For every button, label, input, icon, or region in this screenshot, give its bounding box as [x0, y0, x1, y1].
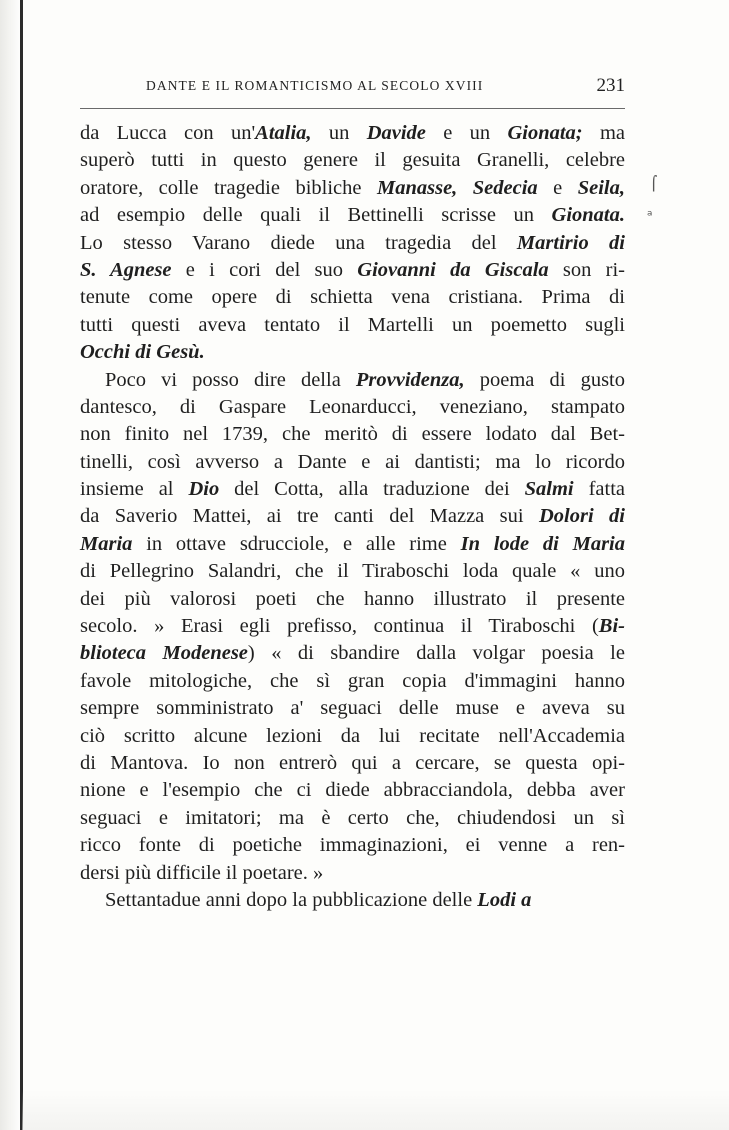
italic-title-text: Manasse, Sedecia — [376, 176, 538, 199]
text-line — [80, 558, 625, 585]
text-run: tinelli, così avverso a Dante e ai dantisti; ma lo ricordo — [80, 450, 625, 473]
text-run: dei più valorosi poeti che hanno illustrato il presente — [80, 587, 625, 610]
italic-title-text: Bi- — [598, 615, 625, 638]
italic-title-text: S. Agnese — [80, 258, 172, 281]
text-run: tenute come opere di schietta vena cristiana. Prima di — [80, 286, 625, 309]
text-run: sempre somministrato a' seguaci delle muse e aveva su — [80, 697, 625, 720]
text-line — [80, 202, 625, 229]
text-line — [80, 449, 625, 476]
text-line — [80, 394, 625, 421]
text-line — [80, 476, 625, 503]
text-run: seguaci e imitatori; ma è certo che, chiudendosi un sì — [80, 806, 625, 829]
text-run: e un — [425, 122, 508, 144]
text-run: ricco fonte di poetiche immaginazioni, ei venne a ren- — [80, 834, 625, 857]
page-number: 231 — [596, 75, 625, 96]
text-line — [80, 120, 625, 147]
text-run: del Cotta, alla traduzione dei — [219, 478, 525, 501]
italic-title-text: Provvidenza, — [355, 368, 465, 391]
italic-title-text: Martirio di — [516, 231, 625, 254]
text-run: oratore, colle tragedie bibliche — [80, 176, 377, 199]
italic-title-text: Salmi — [524, 478, 574, 501]
header-rule — [80, 108, 625, 109]
text-run: Settantadue anni dopo la pubblicazione delle — [105, 888, 478, 911]
text-line — [80, 668, 625, 695]
italic-title-text: Davide — [366, 122, 426, 144]
page-spine-shadow — [0, 0, 22, 1130]
italic-title-text: In lode di Maria — [460, 532, 626, 555]
italic-title-text: Lodi a — [477, 888, 532, 911]
page-edge-line — [20, 0, 23, 1130]
text-run: nione e l'esempio che ci diede abbracciandola, debba aver — [80, 779, 625, 802]
text-line — [80, 421, 625, 448]
text-line — [80, 777, 625, 804]
text-line — [80, 723, 625, 750]
text-run: di Mantova. Io non entrerò qui a cercare, se questa opi- — [80, 751, 625, 774]
text-line — [80, 339, 625, 366]
italic-title-text: Maria — [80, 532, 133, 555]
text-run: secolo. » Erasi egli prefisso, continua il Tiraboschi ( — [80, 615, 599, 638]
text-run: di Pellegrino Salandri, che il Tiraboschi loda quale « uno — [80, 560, 625, 583]
text-run: un — [311, 122, 367, 144]
text-line — [80, 586, 625, 613]
text-line — [80, 230, 625, 257]
text-line — [80, 695, 625, 722]
page-bottom-shading — [22, 1090, 729, 1130]
text-run: ad esempio delle quali il Bettinelli scrisse un — [80, 204, 552, 227]
text-line — [80, 887, 625, 914]
text-run: favole mitologiche, che sì gran copia d'immagini hanno — [80, 669, 625, 692]
text-run: ciò scritto alcune lezioni da lui recitate nell'Accademia — [80, 724, 625, 747]
text-line — [80, 805, 625, 832]
text-line — [80, 367, 625, 394]
text-run: tutti questi aveva tentato il Martelli un poemetto sugli — [80, 313, 625, 336]
text-run: superò tutti in questo genere il gesuita Granelli, celebre — [80, 149, 625, 172]
text-run: dantesco, di Gaspare Leonarducci, veneziano, stampato — [80, 395, 625, 418]
margin-speck: ⌠ — [650, 176, 658, 192]
italic-title-text: blioteca Modenese — [80, 642, 248, 665]
body-text — [80, 120, 625, 914]
text-run: da Lucca con un' — [80, 122, 256, 144]
text-line — [80, 312, 625, 339]
italic-title-text: Gionata; — [507, 122, 583, 144]
text-run: insieme al — [80, 478, 189, 501]
text-line — [80, 175, 625, 202]
text-run: son ri- — [548, 258, 625, 281]
text-run: da Saverio Mattei, ai tre canti del Mazza sui — [80, 505, 539, 528]
running-title: DANTE E IL ROMANTICISMO AL SECOLO XVIII — [146, 78, 484, 93]
text-run: fatta — [573, 478, 625, 501]
italic-title-text: Occhi di Gesù. — [80, 341, 205, 364]
text-line — [80, 750, 625, 777]
text-run: poema di gusto — [464, 368, 625, 391]
italic-title-text: Dio — [188, 478, 220, 501]
text-line — [80, 640, 625, 667]
text-line — [80, 147, 625, 174]
page-header — [80, 75, 625, 102]
italic-title-text: Seila, — [577, 176, 626, 199]
text-run: ) « di sbandire dalla volgar poesia le — [247, 642, 625, 665]
text-line — [80, 531, 625, 558]
text-run: in ottave sdrucciole, e alle rime — [132, 532, 461, 555]
text-run: Lo stesso Varano diede una tragedia del — [80, 231, 517, 254]
text-run: Poco vi posso dire della — [105, 368, 356, 391]
italic-title-text: Giovanni da Giscala — [357, 258, 549, 281]
text-line — [80, 257, 625, 284]
text-run: dersi più difficile il poetare. » — [80, 861, 324, 884]
text-run: e — [537, 176, 578, 199]
italic-title-text: Dolori di — [538, 505, 625, 528]
text-line — [80, 613, 625, 640]
italic-title-text: Gionata. — [551, 204, 625, 227]
text-run: e i cori del suo — [171, 258, 358, 281]
italic-title-text: Atalia, — [255, 122, 312, 144]
margin-speck: ᵃ — [647, 208, 653, 224]
text-line — [80, 284, 625, 311]
text-line — [80, 503, 625, 530]
text-run: ma — [582, 122, 626, 144]
text-line — [80, 860, 625, 887]
text-line — [80, 832, 625, 859]
text-run: non finito nel 1739, che meritò di essere lodato dal Bet- — [80, 423, 625, 446]
